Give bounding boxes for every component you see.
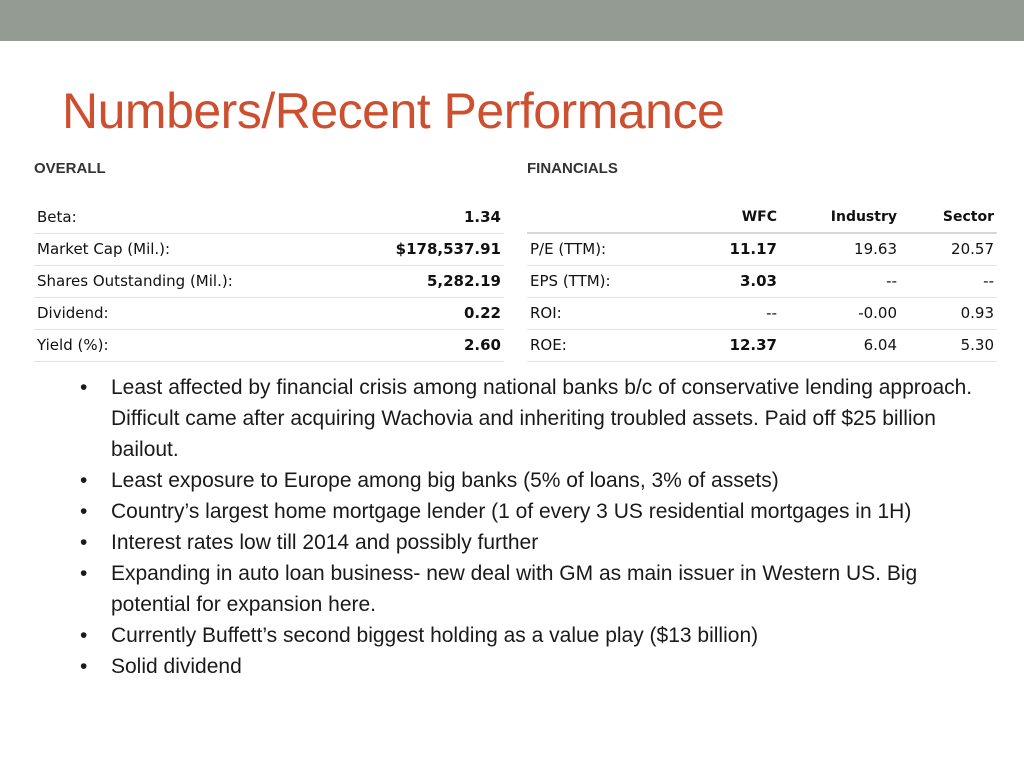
bullet-marker: • [80, 562, 88, 585]
bullet-marker: • [80, 469, 88, 492]
list-item [80, 651, 980, 682]
list-item-text: Interest rates low till 2014 and possibly further [111, 531, 539, 554]
table-row [527, 265, 997, 297]
table-row [527, 233, 997, 265]
top-banner [0, 0, 1024, 41]
sector-value: 5.30 [900, 329, 997, 361]
industry-value: 19.63 [780, 233, 900, 265]
list-item [80, 620, 980, 651]
table-header-row [527, 201, 997, 233]
column-header-label [527, 201, 700, 233]
financials-label: EPS (TTM): [527, 265, 700, 297]
list-item-text: Country’s largest home mortgage lender (1 of every 3 US residential mortgages in 1H) [111, 500, 912, 523]
table-row [34, 201, 504, 233]
list-item-text: Solid dividend [111, 655, 242, 678]
financials-label: ROI: [527, 297, 700, 329]
overall-label: Shares Outstanding (Mil.): [34, 265, 337, 297]
overall-label: Market Cap (Mil.): [34, 233, 337, 265]
table-row [34, 297, 504, 329]
wfc-value: 12.37 [700, 329, 780, 361]
industry-value: -- [780, 265, 900, 297]
overall-value: 5,282.19 [337, 265, 504, 297]
list-item [80, 372, 980, 465]
list-item [80, 527, 980, 558]
list-item-text: Currently Buffett’s second biggest holding as a value play ($13 billion) [111, 624, 759, 647]
overall-value: 1.34 [337, 201, 504, 233]
column-header-sector: Sector [900, 201, 997, 233]
list-item-text: Expanding in auto loan business- new deal with GM as main issuer in Western US. Big potential for expansion here. [111, 562, 918, 616]
column-header-wfc: WFC [700, 201, 780, 233]
wfc-value: 11.17 [700, 233, 780, 265]
financials-panel [527, 159, 997, 362]
sector-value: 0.93 [900, 297, 997, 329]
overall-label: Dividend: [34, 297, 337, 329]
overall-panel [34, 159, 504, 362]
wfc-value: -- [700, 297, 780, 329]
bullet-marker: • [80, 531, 88, 554]
list-item [80, 496, 980, 527]
financials-label: P/E (TTM): [527, 233, 700, 265]
bullet-list [80, 372, 980, 682]
overall-value: 2.60 [337, 329, 504, 361]
bullet-marker: • [80, 376, 88, 399]
industry-value: -0.00 [780, 297, 900, 329]
sector-value: 20.57 [900, 233, 997, 265]
bullet-marker: • [80, 500, 88, 523]
bullet-marker: • [80, 655, 88, 678]
wfc-value: 3.03 [700, 265, 780, 297]
table-row [527, 329, 997, 361]
list-item [80, 558, 980, 620]
overall-table [34, 201, 504, 362]
industry-value: 6.04 [780, 329, 900, 361]
table-row [527, 297, 997, 329]
overall-label: Yield (%): [34, 329, 337, 361]
overall-value: $178,537.91 [337, 233, 504, 265]
list-item [80, 465, 980, 496]
slide-title: Numbers/Recent Performance [62, 83, 725, 139]
list-item-text: Least affected by financial crisis among national banks b/c of conservative lending approach. Difficult came after acquiring Wachovia and inheriting troubled assets. Paid off $25 billion bailout. [111, 376, 973, 461]
list-item-text: Least exposure to Europe among big banks (5% of loans, 3% of assets) [111, 469, 779, 492]
financials-table [527, 201, 997, 362]
financials-heading: FINANCIALS [527, 160, 618, 177]
overall-value: 0.22 [337, 297, 504, 329]
overall-heading: OVERALL [34, 160, 106, 177]
column-header-industry: Industry [780, 201, 900, 233]
table-row [34, 265, 504, 297]
bullet-marker: • [80, 624, 88, 647]
table-row [34, 233, 504, 265]
overall-label: Beta: [34, 201, 337, 233]
table-row [34, 329, 504, 361]
financials-label: ROE: [527, 329, 700, 361]
sector-value: -- [900, 265, 997, 297]
